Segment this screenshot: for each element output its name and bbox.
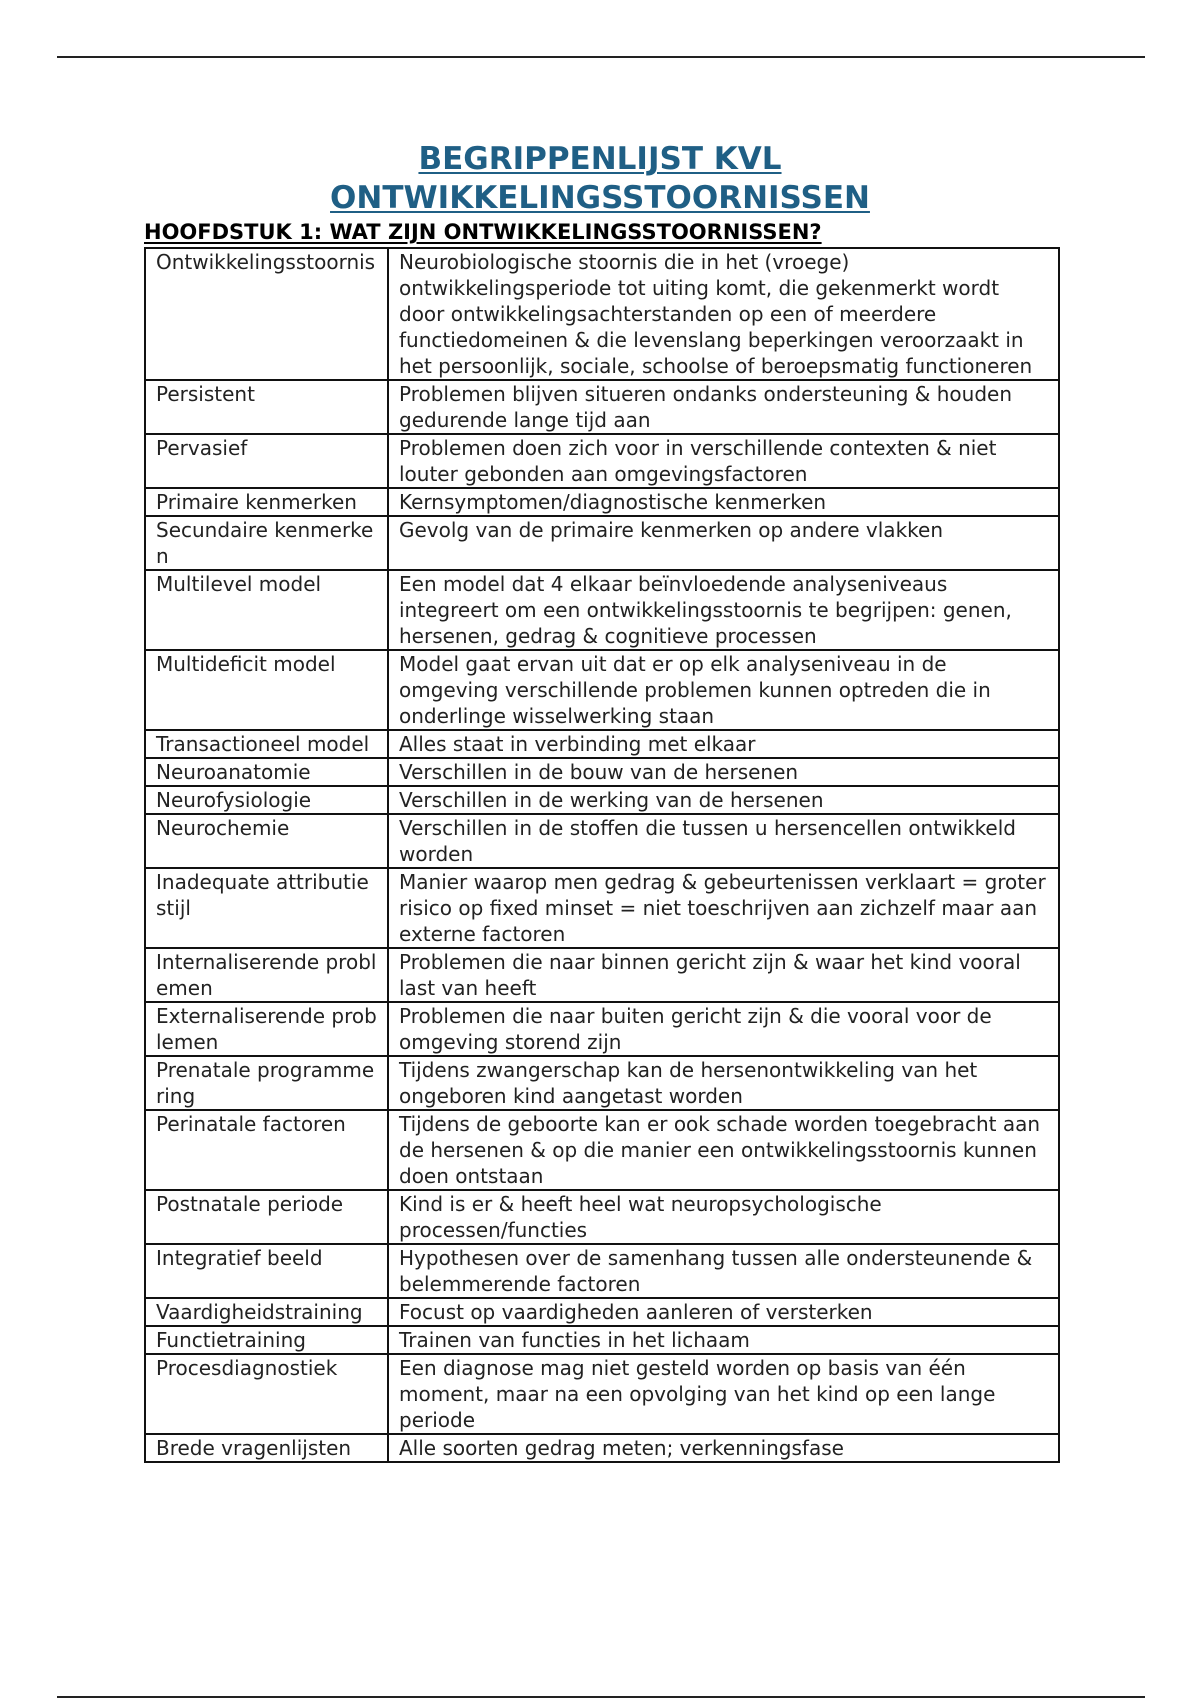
table-row	[145, 1244, 1059, 1298]
table-row	[145, 1298, 1059, 1326]
term-cell: Pervasief	[145, 434, 388, 488]
term-cell: Secundaire kenmerken	[145, 516, 388, 570]
term-cell: Brede vragenlijsten	[145, 1434, 388, 1462]
definition-cell: Verschillen in de stoffen die tussen u hersencellen ontwikkeld worden	[388, 814, 1059, 868]
document-title	[0, 140, 1200, 218]
definition-cell: Focust op vaardigheden aanleren of versterken	[388, 1298, 1059, 1326]
term-cell: Multilevel model	[145, 570, 388, 650]
definition-cell: Neurobiologische stoornis die in het (vroege) ontwikkelingsperiode tot uiting komt, die gekenmerkt wordt door ontwikkelingsachterstanden op een of meerdere functiedomeinen & die levenslang beperkingen veroorzaakt in het persoonlijk, sociale, schoolse of beroepsmatig functioneren	[388, 248, 1059, 380]
definition-cell: Alle soorten gedrag meten; verkenningsfase	[388, 1434, 1059, 1462]
term-cell: Neurofysiologie	[145, 786, 388, 814]
definition-cell: Tijdens zwangerschap kan de hersenontwikkeling van het ongeboren kind aangetast worden	[388, 1056, 1059, 1110]
definition-cell: Problemen blijven situeren ondanks ondersteuning & houden gedurende lange tijd aan	[388, 380, 1059, 434]
term-cell: Ontwikkelingsstoornis	[145, 248, 388, 380]
definition-cell: Gevolg van de primaire kenmerken op andere vlakken	[388, 516, 1059, 570]
table-row	[145, 1326, 1059, 1354]
chapter-heading: HOOFDSTUK 1: WAT ZIJN ONTWIKKELINGSSTOORNISSEN?	[144, 220, 822, 244]
table-row	[145, 516, 1059, 570]
term-cell: Procesdiagnostiek	[145, 1354, 388, 1434]
table-row	[145, 488, 1059, 516]
term-cell: Integratief beeld	[145, 1244, 388, 1298]
table-row	[145, 758, 1059, 786]
definition-cell: Manier waarop men gedrag & gebeurtenissen verklaart = groter risico op fixed minset = niet toeschrijven aan zichzelf maar aan externe factoren	[388, 868, 1059, 948]
definition-cell: Trainen van functies in het lichaam	[388, 1326, 1059, 1354]
glossary-table	[144, 247, 1060, 1463]
footer-rule	[57, 1696, 1145, 1698]
table-row	[145, 1190, 1059, 1244]
table-row	[145, 248, 1059, 380]
table-row	[145, 650, 1059, 730]
term-cell: Perinatale factoren	[145, 1110, 388, 1190]
definition-cell: Alles staat in verbinding met elkaar	[388, 730, 1059, 758]
table-row	[145, 786, 1059, 814]
table-row	[145, 730, 1059, 758]
header-rule	[57, 56, 1145, 58]
table-row	[145, 814, 1059, 868]
definition-cell: Problemen doen zich voor in verschillende contexten & niet louter gebonden aan omgevingsfactoren	[388, 434, 1059, 488]
table-row	[145, 1056, 1059, 1110]
term-cell: Persistent	[145, 380, 388, 434]
table-row	[145, 434, 1059, 488]
definition-cell: Model gaat ervan uit dat er op elk analyseniveau in de omgeving verschillende problemen kunnen optreden die in onderlinge wisselwerking staan	[388, 650, 1059, 730]
definition-cell: Tijdens de geboorte kan er ook schade worden toegebracht aan de hersenen & op die manier een ontwikkelingsstoornis kunnen doen ontstaan	[388, 1110, 1059, 1190]
title-line-1: BEGRIPPENLIJST KVL	[418, 141, 782, 177]
table-row	[145, 570, 1059, 650]
table-row	[145, 948, 1059, 1002]
term-cell: Internaliserende problemen	[145, 948, 388, 1002]
table-row	[145, 380, 1059, 434]
definition-cell: Een model dat 4 elkaar beïnvloedende analyseniveaus integreert om een ontwikkelingsstoornis te begrijpen: genen, hersenen, gedrag & cognitieve processen	[388, 570, 1059, 650]
term-cell: Prenatale programmering	[145, 1056, 388, 1110]
definition-cell: Verschillen in de bouw van de hersenen	[388, 758, 1059, 786]
term-cell: Neurochemie	[145, 814, 388, 868]
term-cell: Multideficit model	[145, 650, 388, 730]
definition-cell: Kind is er & heeft heel wat neuropsychologische processen/functies	[388, 1190, 1059, 1244]
term-cell: Primaire kenmerken	[145, 488, 388, 516]
definition-cell: Kernsymptomen/diagnostische kenmerken	[388, 488, 1059, 516]
table-row	[145, 1110, 1059, 1190]
table-row	[145, 1354, 1059, 1434]
table-row	[145, 1002, 1059, 1056]
term-cell: Transactioneel model	[145, 730, 388, 758]
definition-cell: Een diagnose mag niet gesteld worden op basis van één moment, maar na een opvolging van het kind op een lange periode	[388, 1354, 1059, 1434]
table-row	[145, 868, 1059, 948]
term-cell: Neuroanatomie	[145, 758, 388, 786]
definition-cell: Problemen die naar buiten gericht zijn & die vooral voor de omgeving storend zijn	[388, 1002, 1059, 1056]
table-row	[145, 1434, 1059, 1462]
term-cell: Functietraining	[145, 1326, 388, 1354]
term-cell: Inadequate attributiestijl	[145, 868, 388, 948]
term-cell: Externaliserende problemen	[145, 1002, 388, 1056]
title-line-2: ONTWIKKELINGSSTOORNISSEN	[330, 180, 870, 216]
definition-cell: Verschillen in de werking van de hersenen	[388, 786, 1059, 814]
definition-cell: Problemen die naar binnen gericht zijn & waar het kind vooral last van heeft	[388, 948, 1059, 1002]
definition-cell: Hypothesen over de samenhang tussen alle ondersteunende & belemmerende factoren	[388, 1244, 1059, 1298]
term-cell: Postnatale periode	[145, 1190, 388, 1244]
glossary-body	[145, 248, 1059, 1462]
term-cell: Vaardigheidstraining	[145, 1298, 388, 1326]
